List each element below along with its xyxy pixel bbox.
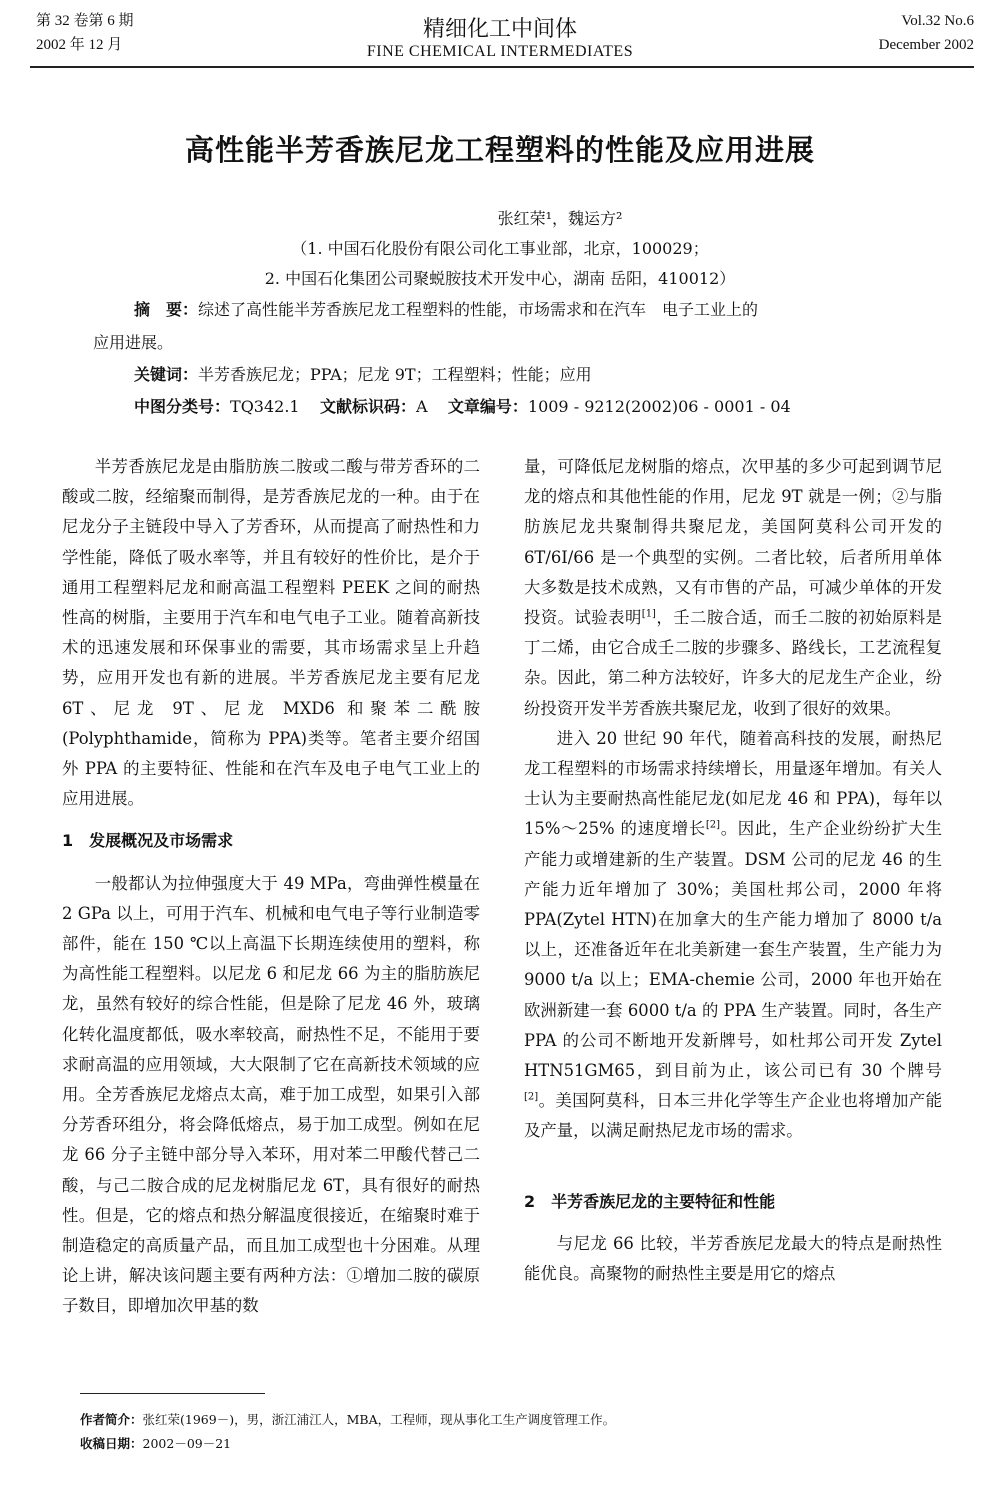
authors: 张红荣¹，魏运方² bbox=[497, 209, 623, 228]
section-1-paragraph: 一般都认为拉伸强度大于 49 MPa，弯曲弹性模量在 2 GPa 以上，可用于汽车、机械和电气电子等行业制造零部件，能在 150 ℃以上高温下长期连续使用的塑料，称为高性能工程塑料。以尼龙 6 和尼龙 66 为主的脂肪族尼龙，虽然有较好的综合性能，但是除了尼龙 46 外，玻璃化转化温度都低，吸水率较高，耐热性不足，不能用于要求耐高温的应用领域，大大限制了它在高新技术领域的应用。全芳香族尼龙熔点太高，难于加工成型，如果引入部分芳香环组分，将会降低熔点，易于加工成型。例如在尼龙 66 分子主链中部分导入苯环，用对苯二甲酸代替己二酸，与己二胺合成的尼龙树脂尼龙 6T，具有很好的耐热性。但是，它的熔点和热分解温度很接近，在缩聚时难于制造稳定的高质量产品，而且加工成型也十分困难。从理论上讲，解决该问题主要有两种方法：①增加二胺的碳原子数目，即增加次甲基的数 bbox=[62, 873, 480, 1316]
date-cn: 2002 年 12 月 bbox=[36, 37, 123, 53]
citation-2b[interactable]: [2] bbox=[524, 1091, 539, 1103]
abstract bbox=[134, 297, 954, 323]
doc-code-value: A bbox=[415, 397, 428, 416]
abstract-continued: 应用进展。 bbox=[93, 333, 174, 352]
clc-label: 中图分类号： bbox=[134, 397, 231, 416]
market-text-a: 进入 20 世纪 90 年代，随着高科技的发展，耐热尼龙工程塑料的市场需求持续增长，用量逐年增加。有关人士认为主要耐热高性能尼龙(如尼龙 46 和 PPA)，每年以 15%～25% 的速度增长 bbox=[524, 728, 942, 839]
received-date bbox=[80, 1434, 231, 1454]
intro-paragraph: 半芳香族尼龙是由脂肪族二胺或二酸与带芳香环的二酸或二胺，经缩聚而制得，是芳香族尼龙的一种。由于在尼龙分子主链段中导入了芳香环，从而提高了耐热性和力学性能，降低了吸水率等，并且有较好的性价比，是介于通用工程塑料尼龙和耐高温工程塑料 PEEK 之间的耐热性高的树脂，主要用于汽车和电气电子工业。随着高新技术的迅速发展和环保事业的需要，其市场需求呈上升趋势，应用开发也有新的进展。半芳香族尼龙主要有尼龙 6T、尼龙 9T、尼龙 MXD6 和聚苯二酰胺(Polyphthamide，简称为 PPA)类等。笔者主要介绍国外 PPA 的主要特征、性能和在汽车及电子电气工业上的应用进展。 bbox=[62, 457, 480, 809]
received-value: 2002－09－21 bbox=[142, 1436, 232, 1451]
continued-text-b: ，壬二胺合适，而壬二胺的初始原料是丁二烯，由它合成壬二胺的步骤多、路线长，工艺流程复杂。因此，第二种方法较好，许多大的尼龙生产企业，纷纷投资开发半芳香族共聚尼龙，收到了很好的效果。 bbox=[524, 608, 943, 718]
journal-title-en: FINE CHEMICAL INTERMEDIATES bbox=[366, 43, 634, 60]
author-bio-text: 张红荣(1969－)，男，浙江浦江人，MBA，工程师，现从事化工生产调度管理工作。 bbox=[142, 1412, 616, 1427]
section-1-heading: 1 发展概况及市场需求 bbox=[62, 831, 234, 851]
continued-text-a: 量，可降低尼龙树脂的熔点，次甲基的多少可起到调节尼龙的熔点和其他性能的作用，尼龙 9T 就是一例；②与脂肪族尼龙共聚制得共聚尼龙，美国阿莫科公司开发的 6T/6I/66 是一个典型的实例。二者比较，后者所用单体大多数是技术成熟，又有市售的产品，可减少单体的开发投资。试验表明 bbox=[524, 457, 942, 628]
journal-title-cn: 精细化工中间体 bbox=[422, 17, 577, 42]
citation-1[interactable]: [1] bbox=[641, 608, 656, 620]
author-bio bbox=[80, 1410, 615, 1430]
market-text-c: 。美国阿莫科，日本三井化学等生产企业也将增加产能及产量，以满足耐热尼龙市场的需求。 bbox=[524, 1091, 942, 1141]
author-bio-label: 作者简介： bbox=[80, 1412, 143, 1427]
left-column bbox=[62, 452, 480, 1322]
volume-issue-en: Vol.32 No.6 bbox=[901, 13, 974, 29]
section-2-paragraph: 与尼龙 66 比较，半芳香族尼龙最大的特点是耐热性能优良。高聚物的耐热性主要是用它的熔点 bbox=[524, 1233, 942, 1284]
continued-paragraph bbox=[524, 452, 942, 724]
footnote-rule bbox=[80, 1393, 265, 1394]
doc-code-label: 文献标识码： bbox=[319, 397, 416, 416]
keywords-text: 半芳香族尼龙；PPA；尼龙 9T；工程塑料；性能；应用 bbox=[198, 365, 592, 384]
keywords bbox=[134, 362, 592, 388]
clc-value: TQ342.1 bbox=[230, 397, 300, 416]
article-number-value: 1009 - 9212(2002)06 - 0001 - 04 bbox=[527, 397, 791, 416]
affiliation-1: （1. 中国石化股份有限公司化工事业部，北京，100029； bbox=[291, 239, 709, 258]
date-en: December 2002 bbox=[878, 37, 974, 53]
abstract-label: 摘 要： bbox=[134, 300, 199, 319]
right-column bbox=[524, 452, 942, 1289]
classification-line bbox=[134, 394, 974, 420]
citation-2[interactable]: [2] bbox=[705, 819, 721, 831]
affiliation-2: 2. 中国石化集团公司聚蜕胺技术开发中心，湖南 岳阳，410012） bbox=[264, 269, 736, 288]
section-2-heading: 2 半芳香族尼龙的主要特征和性能 bbox=[524, 1191, 776, 1211]
header-rule bbox=[30, 66, 974, 68]
keywords-label: 关键词： bbox=[134, 365, 199, 384]
market-paragraph bbox=[524, 724, 942, 1147]
article-number-label: 文章编号： bbox=[447, 397, 528, 416]
received-label: 收稿日期： bbox=[80, 1436, 143, 1451]
abstract-text-1: 综述了高性能半芳香族尼龙工程塑料的性能，市场需求和在汽车 电子工业上的 bbox=[198, 300, 759, 319]
volume-issue-cn: 第 32 卷第 6 期 bbox=[36, 13, 134, 29]
article-title: 高性能半芳香族尼龙工程塑料的性能及应用进展 bbox=[184, 133, 815, 167]
market-text-b: 。因此，生产企业纷纷扩大生产能力或增建新的生产装置。DSM 公司的尼龙 46 的生产能力近年增加了 30%；美国杜邦公司，2000 年将 PPA(Zytel HTN)在加拿大的生产能力增加了 8000 t/a 以上，还准备近年在北美新建一套生产装置，生产能力为 9000 t/a 以上；EMA-chemie 公司，2000 年也开始在欧洲新建一套 6000 t/a 的 PPA 生产装置。同时，各生产 PPA 的公司不断地开发新牌号，如杜邦公司开发 Zytel HTN51GM65，到目前为止，该公司已有 30 个牌号 bbox=[524, 819, 942, 1081]
